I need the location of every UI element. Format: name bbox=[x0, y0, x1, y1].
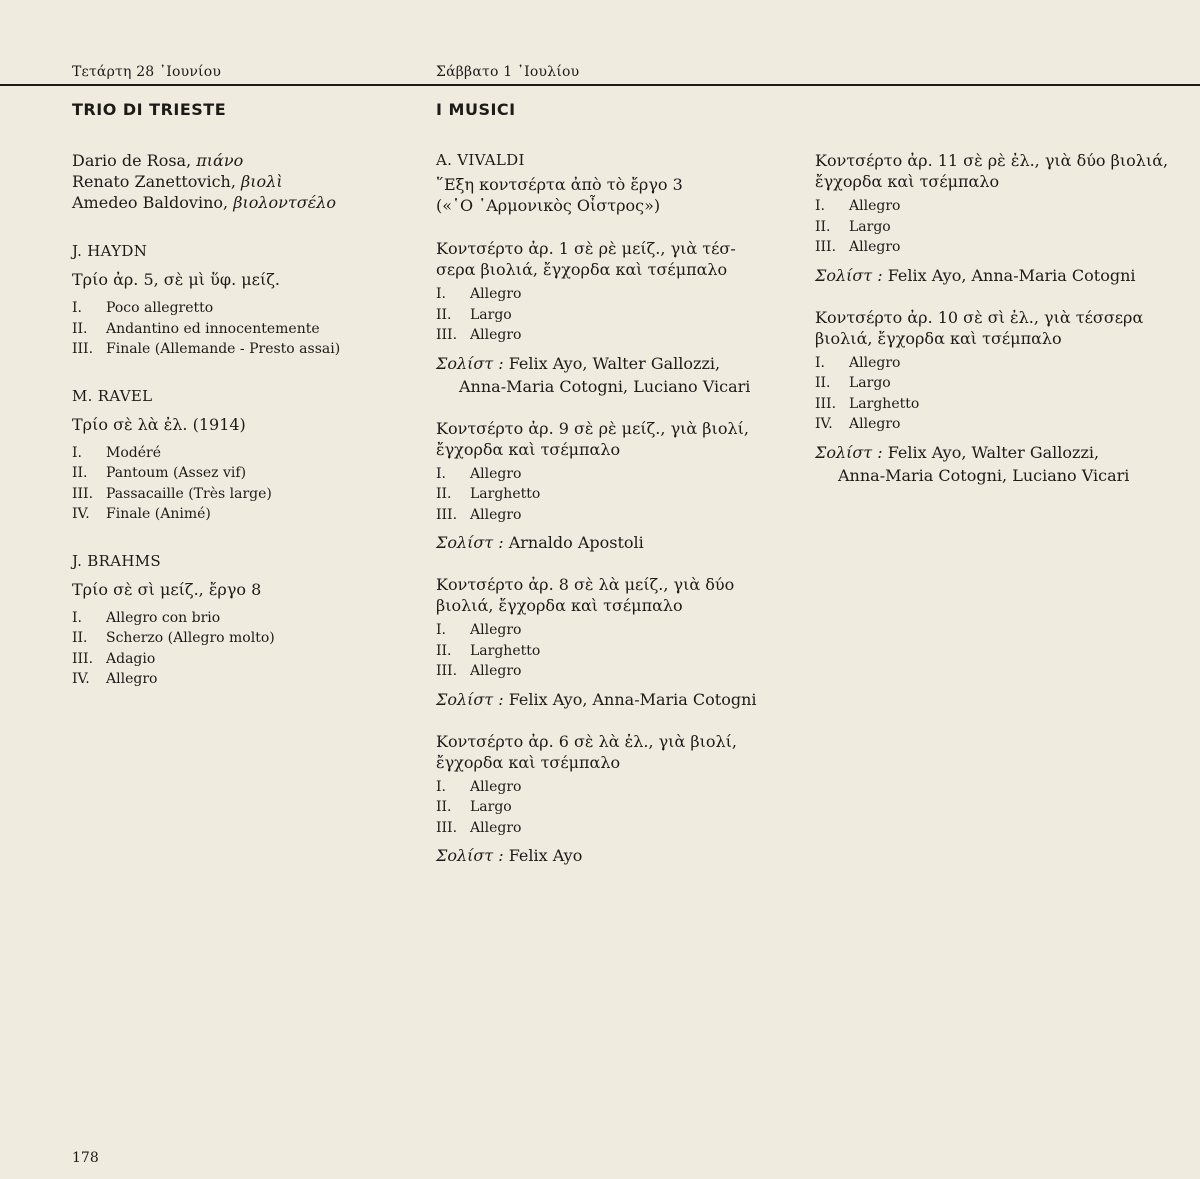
performer-line bbox=[72, 192, 402, 213]
performer-name: Dario de Rosa, bbox=[72, 151, 192, 170]
movement-name: Allegro bbox=[470, 622, 522, 638]
movement-name: Allegro bbox=[470, 819, 522, 836]
movement-number: II. bbox=[815, 218, 831, 235]
soloist-label: Σολίστ : bbox=[436, 353, 504, 373]
movement-number: III. bbox=[72, 650, 94, 667]
concerto-title: σερα βιολιά, ἔγχορδα καὶ τσέμπαλο bbox=[436, 260, 728, 279]
performer-instrument: βιολὶ bbox=[241, 172, 283, 191]
header-date-right: Σάββατο 1 ᾽Ιουλίου bbox=[436, 64, 580, 80]
soloist-names: Felix Ayo, Anna-Maria Cotogni bbox=[887, 265, 1136, 285]
soloist-names: Felix Ayo, Walter Gallozzi, bbox=[508, 353, 721, 373]
column-i-musici-continued bbox=[815, 150, 1169, 487]
movement-number: I. bbox=[815, 354, 825, 371]
concerto-title: ἔγχορδα καὶ τσέμπαλο bbox=[436, 752, 621, 772]
movement bbox=[72, 649, 402, 670]
work-title: Τρίο ἀρ. 5, σὲ μὶ ὕφ. μείζ. bbox=[72, 270, 280, 289]
intro-line: ῞Εξη κοντσέρτα ἀπὸ τὸ ἔργο 3 bbox=[436, 175, 683, 194]
soloist-names: Anna-Maria Cotogni, Luciano Vicari bbox=[459, 376, 751, 396]
soloist-label: Σολίστ : bbox=[815, 265, 883, 285]
movement-number: III. bbox=[436, 819, 458, 836]
movement-number: IV. bbox=[815, 416, 833, 432]
movement bbox=[436, 661, 786, 682]
movement bbox=[436, 305, 786, 326]
soloist-names: Felix Ayo, Walter Gallozzi, bbox=[887, 442, 1100, 462]
movement-name: Largo bbox=[470, 306, 512, 323]
movement bbox=[72, 669, 402, 690]
movement-number: II. bbox=[72, 465, 88, 481]
movement bbox=[72, 608, 402, 629]
composer-name: M. RAVEL bbox=[72, 386, 153, 405]
movement bbox=[72, 484, 402, 505]
soloists bbox=[815, 441, 1165, 487]
movement-name: Largo bbox=[470, 799, 512, 815]
movement-number: IV. bbox=[72, 671, 90, 687]
movement bbox=[815, 394, 1165, 415]
movement-number: I. bbox=[436, 778, 446, 795]
concerto-title: Κοντσέρτο ἀρ. 1 σὲ ρὲ μείζ., γιὰ τέσ- bbox=[436, 239, 736, 258]
movement-number: II. bbox=[436, 306, 452, 323]
soloist-names: Anna-Maria Cotogni, Luciano Vicari bbox=[838, 465, 1130, 485]
movement bbox=[436, 505, 786, 526]
movement-name: Allegro bbox=[849, 416, 901, 432]
movement bbox=[436, 818, 786, 839]
concerto-title: βιολιά, ἔγχορδα καὶ τσέμπαλο bbox=[436, 596, 683, 615]
performer-name: Amedeo Baldovino, bbox=[72, 193, 229, 212]
movement bbox=[815, 196, 1165, 217]
movement bbox=[436, 797, 786, 818]
movement-name: Allegro bbox=[470, 286, 522, 302]
soloist-names: Felix Ayo, Anna-Maria Cotogni bbox=[508, 689, 757, 709]
soloist-names: Arnaldo Apostoli bbox=[508, 533, 644, 552]
concerto-title: Κοντσέρτο ἀρ. 8 σὲ λὰ μείζ., γιὰ δύο bbox=[436, 575, 735, 594]
movement bbox=[815, 217, 1165, 238]
movement-name: Largo bbox=[849, 375, 891, 391]
concerto-title: Κοντσέρτο ἀρ. 9 σὲ ρὲ μείζ., γιὰ βιολί, bbox=[436, 418, 749, 438]
concerto-title: Κοντσέρτο ἀρ. 6 σὲ λὰ ἐλ., γιὰ βιολί, bbox=[436, 731, 737, 751]
movement bbox=[436, 464, 786, 485]
movement bbox=[436, 325, 786, 346]
movement-name: Allegro bbox=[470, 465, 522, 482]
movement-name: Allegro bbox=[106, 671, 158, 687]
concerto-title: βιολιά, ἔγχορδα καὶ τσέμπαλο bbox=[815, 328, 1062, 348]
movement-name: Allegro bbox=[470, 778, 522, 795]
movement bbox=[436, 620, 786, 641]
movement-number: I. bbox=[815, 198, 825, 214]
movement-number: I. bbox=[72, 300, 82, 316]
movement-number: I. bbox=[72, 444, 82, 461]
movement-name: Modéré bbox=[106, 444, 161, 461]
movement-name: Largo bbox=[849, 218, 891, 235]
movement bbox=[72, 443, 402, 464]
soloists bbox=[436, 352, 786, 398]
movement-number: III. bbox=[815, 239, 837, 255]
movement-number: III. bbox=[72, 485, 94, 502]
movement-number: II. bbox=[436, 486, 452, 502]
movement bbox=[815, 414, 1165, 435]
performer-line bbox=[72, 150, 402, 171]
soloists bbox=[436, 844, 786, 867]
movement-number: III. bbox=[815, 395, 837, 412]
movement bbox=[72, 463, 402, 484]
movement-number: II. bbox=[436, 799, 452, 815]
movement bbox=[436, 777, 786, 798]
performer-name: Renato Zanettovich, bbox=[72, 172, 236, 191]
right-ensemble-title: I MUSICI bbox=[436, 100, 516, 119]
header-date-left: Τετάρτη 28 ᾽Ιουνίου bbox=[72, 64, 222, 80]
movement-name: Adagio bbox=[106, 650, 156, 667]
movement-number: II. bbox=[815, 375, 831, 391]
movement bbox=[72, 339, 402, 360]
concerto-title: ἔγχορδα καὶ τσέμπαλο bbox=[436, 439, 621, 459]
movement-name: Passacaille (Très large) bbox=[106, 485, 272, 502]
movement-name: Allegro bbox=[849, 354, 901, 371]
movement-name: Scherzo (Allegro molto) bbox=[106, 630, 275, 646]
soloist-label: Σολίστ : bbox=[815, 442, 883, 462]
movement-number: III. bbox=[72, 341, 94, 357]
movement-name: Andantino ed innocentemente bbox=[106, 320, 320, 337]
movement-name: Allegro con brio bbox=[106, 609, 221, 626]
soloist-label: Σολίστ : bbox=[436, 689, 504, 709]
movement-number: III. bbox=[436, 663, 458, 679]
movement-name: Poco allegretto bbox=[106, 300, 214, 316]
movement-number: I. bbox=[436, 286, 446, 302]
movement-name: Pantoum (Assez vif) bbox=[106, 465, 247, 481]
concerto-title: ἔγχορδα καὶ τσέμπαλο bbox=[815, 172, 1000, 191]
performer-instrument: πιάνο bbox=[196, 151, 244, 170]
movement bbox=[436, 484, 786, 505]
movement-name: Larghetto bbox=[470, 642, 541, 659]
movement bbox=[72, 504, 402, 525]
movement bbox=[436, 641, 786, 662]
movement-number: I. bbox=[436, 465, 446, 482]
movement-name: Larghetto bbox=[470, 486, 541, 502]
movement-name: Allegro bbox=[470, 506, 522, 523]
movement-number: III. bbox=[436, 327, 458, 343]
performer-instrument: βιολοντσέλο bbox=[233, 193, 336, 212]
movement-name: Allegro bbox=[849, 198, 901, 214]
composer-name: J. BRAHMS bbox=[72, 551, 161, 570]
column-i-musici bbox=[436, 150, 786, 867]
movement-number: III. bbox=[436, 506, 458, 523]
movement bbox=[436, 284, 786, 305]
movement-number: IV. bbox=[72, 506, 90, 522]
soloist-label: Σολίστ : bbox=[436, 533, 504, 552]
soloists bbox=[436, 688, 786, 711]
movement bbox=[815, 237, 1165, 258]
soloists bbox=[436, 531, 786, 554]
movement-number: II. bbox=[72, 630, 88, 646]
performer-line bbox=[72, 171, 402, 192]
movement-number: II. bbox=[436, 642, 452, 659]
movement bbox=[72, 319, 402, 340]
page-number: 178 bbox=[72, 1150, 99, 1166]
movement-number: II. bbox=[72, 320, 88, 337]
movement bbox=[815, 353, 1165, 374]
movement-number: I. bbox=[72, 609, 82, 626]
movement bbox=[72, 298, 402, 319]
movement-name: Finale (Animé) bbox=[106, 506, 211, 522]
movement-name: Allegro bbox=[470, 327, 522, 343]
soloist-label: Σολίστ : bbox=[436, 846, 504, 865]
composer-name: J. HAYDN bbox=[72, 242, 148, 260]
composer-name: A. VIVALDI bbox=[436, 151, 525, 169]
left-ensemble-title: TRIO DI TRIESTE bbox=[72, 100, 227, 119]
movement bbox=[72, 628, 402, 649]
movement-number: I. bbox=[436, 622, 446, 638]
movement-name: Allegro bbox=[470, 663, 522, 679]
movement bbox=[815, 373, 1165, 394]
intro-line: («῾Ο ῾Αρμονικὸς Οἶστρος») bbox=[436, 196, 661, 215]
concerto-title: Κοντσέρτο ἀρ. 10 σὲ σὶ ἐλ., γιὰ τέσσερα bbox=[815, 307, 1144, 327]
work-title: Τρίο σὲ σὶ μείζ., ἔργο 8 bbox=[72, 579, 262, 599]
soloist-names: Felix Ayo bbox=[508, 846, 583, 865]
column-trio-di-trieste bbox=[72, 150, 402, 690]
movement-name: Finale (Allemande - Presto assai) bbox=[106, 341, 341, 357]
movement-name: Larghetto bbox=[849, 395, 920, 412]
work-title: Τρίο σὲ λὰ ἐλ. (1914) bbox=[72, 414, 246, 434]
soloists bbox=[815, 264, 1165, 287]
movement-name: Allegro bbox=[849, 239, 901, 255]
header-rule bbox=[0, 84, 1200, 86]
concerto-title: Κοντσέρτο ἀρ. 11 σὲ ρὲ ἐλ., γιὰ δύο βιολιά, bbox=[815, 151, 1169, 170]
